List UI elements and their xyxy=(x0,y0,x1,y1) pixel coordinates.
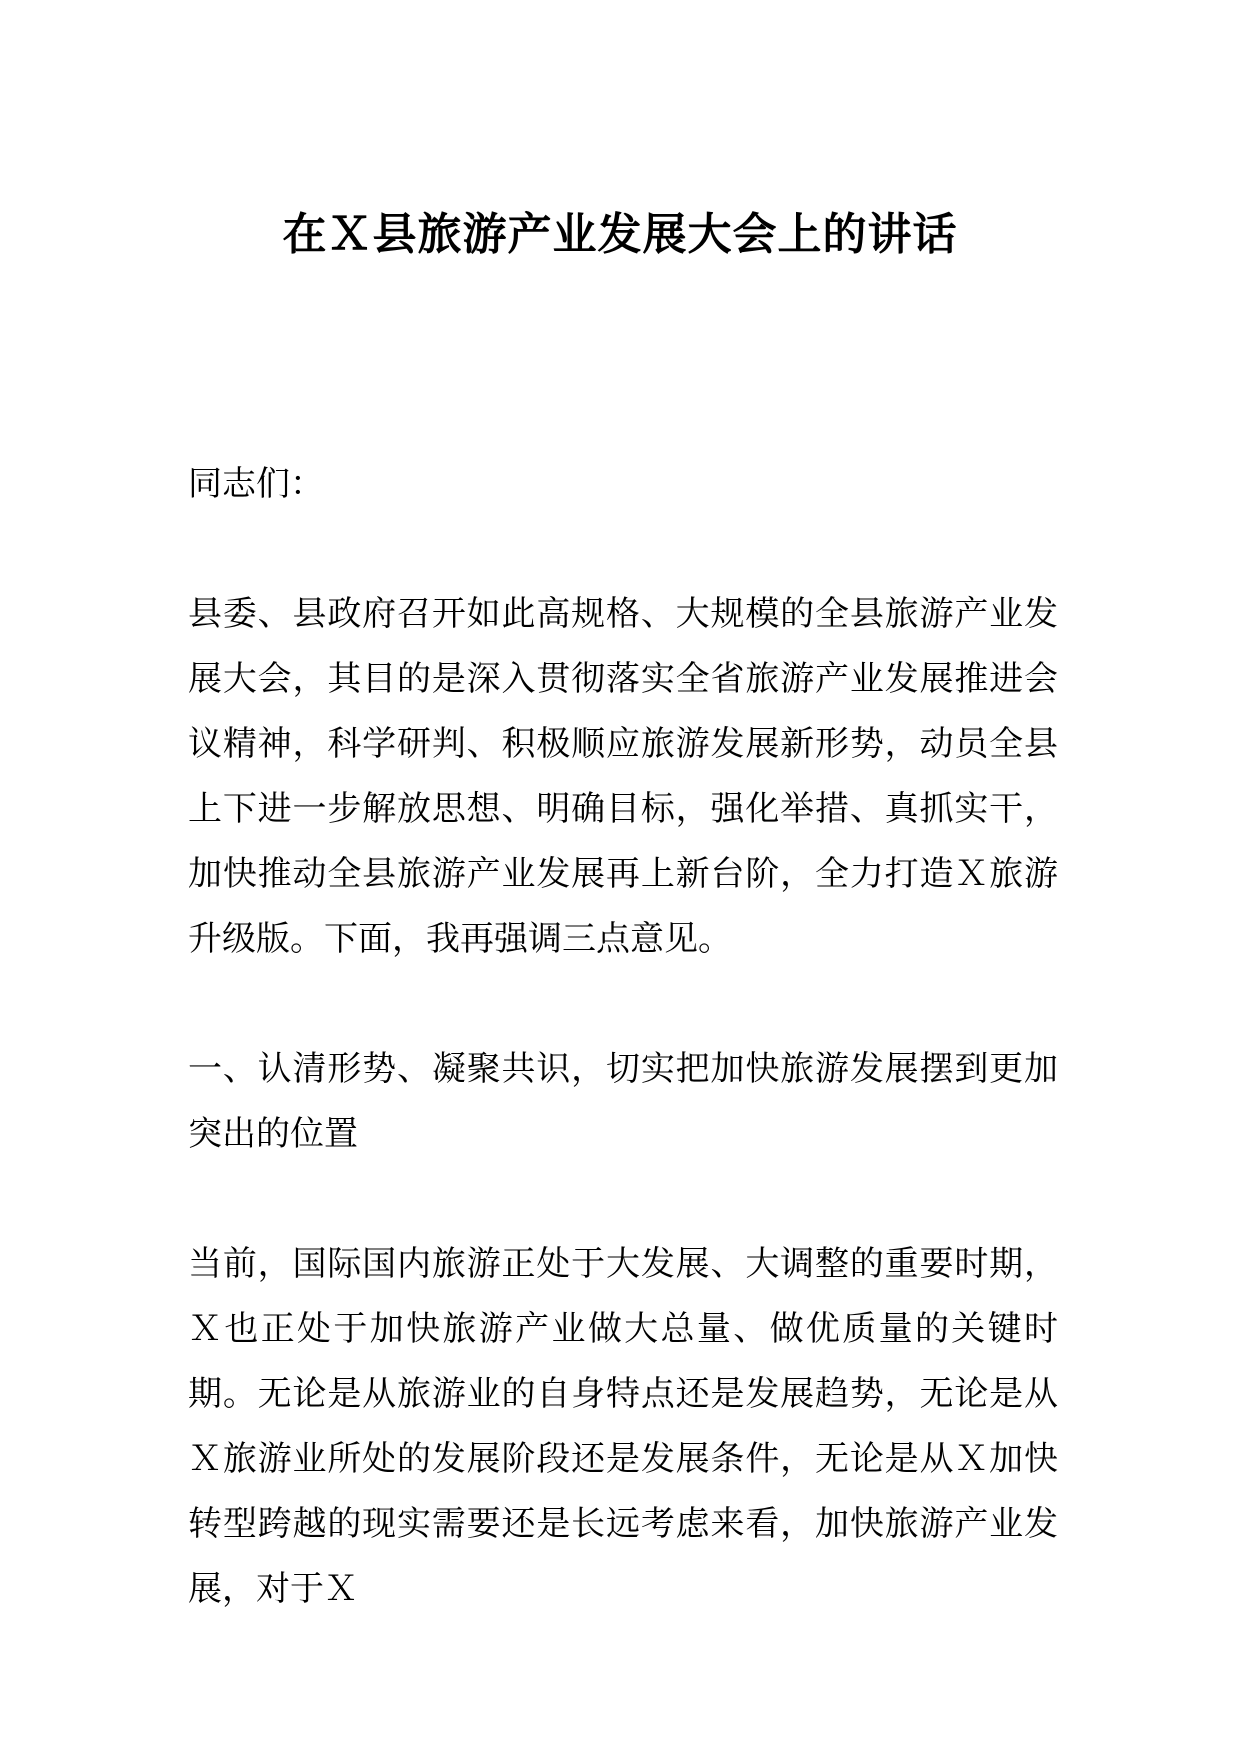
section-heading-1: 一、认清形势、凝聚共识，切实把加快旅游发展摆到更加突出的位置 xyxy=(188,1049,1058,1154)
document-body xyxy=(188,452,1058,1687)
intro-paragraph: 县委、县政府召开如此高规格、大规模的全县旅游产业发展大会，其目的是深入贯彻落实全省旅游产业发展推进会议精神，科学研判、积极顺应旅游发展新形势，动员全县上下进一步解放思想、明确目标，强化举措、真抓实干，加快推动全县旅游产业发展再上新台阶，全力打造Ｘ旅游升级版。下面，我再强调三点意见。 xyxy=(188,594,1058,959)
salutation: 同志们： xyxy=(188,464,324,504)
body-paragraph: 当前，国际国内旅游正处于大发展、大调整的重要时期，Ｘ也正处于加快旅游产业做大总量、做优质量的关键时期。无论是从旅游业的自身特点还是发展趋势，无论是从Ｘ旅游业所处的发展阶段还是发展条件，无论是从Ｘ加快转型跨越的现实需要还是长远考虑来看，加快旅游产业发展，对于Ｘ xyxy=(188,1244,1058,1609)
document-title: 在Ｘ县旅游产业发展大会上的讲话 xyxy=(282,209,958,260)
